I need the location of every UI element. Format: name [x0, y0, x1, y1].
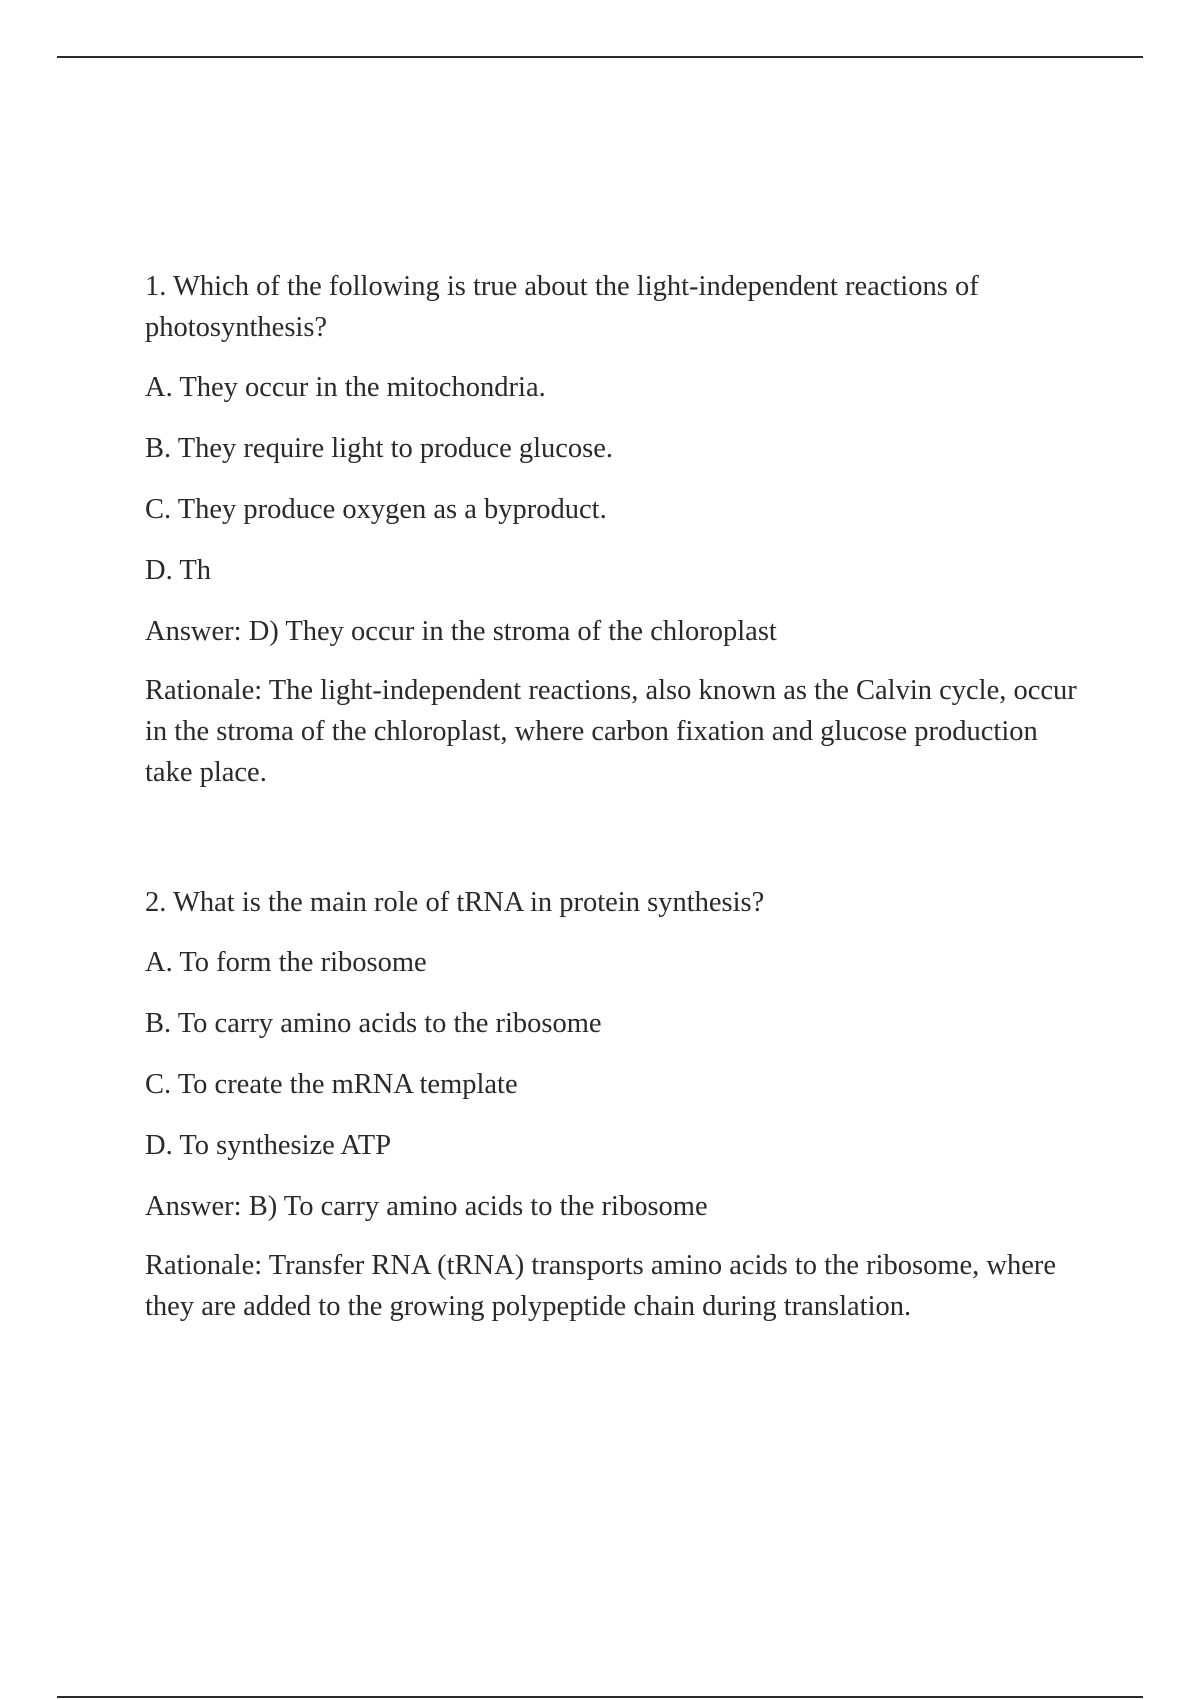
answer-text: Answer: D) They occur in the stroma of the chloroplast: [145, 616, 777, 647]
option-c: C. To create the mRNA template: [145, 1069, 518, 1100]
option-b: B. They require light to produce glucose.: [145, 433, 614, 464]
option-d: D. To synthesize ATP: [145, 1130, 392, 1161]
rationale-text: Rationale: The light-independent reactions, also known as the Calvin cycle, occur in the stroma of the chloroplast, where carbon fixation and glucose production take place.: [145, 675, 1077, 788]
question-block-1: [145, 266, 1090, 793]
answer-text: Answer: B) To carry amino acids to the ribosome: [145, 1191, 708, 1222]
bottom-divider: [57, 1696, 1143, 1698]
question-text: 2. What is the main role of tRNA in protein synthesis?: [145, 887, 765, 918]
question-block-2: [145, 882, 1090, 1327]
option-b: B. To carry amino acids to the ribosome: [145, 1008, 602, 1039]
option-a: A. They occur in the mitochondria.: [145, 372, 546, 403]
option-c: C. They produce oxygen as a byproduct.: [145, 494, 607, 525]
top-divider: [57, 56, 1143, 58]
question-text: 1. Which of the following is true about the light-independent reactions of photosynthesis?: [145, 271, 979, 343]
option-d: D. Th: [145, 555, 211, 586]
rationale-text: Rationale: Transfer RNA (tRNA) transports amino acids to the ribosome, where they are added to the growing polypeptide chain during translation.: [145, 1250, 1057, 1322]
option-a: A. To form the ribosome: [145, 947, 427, 978]
